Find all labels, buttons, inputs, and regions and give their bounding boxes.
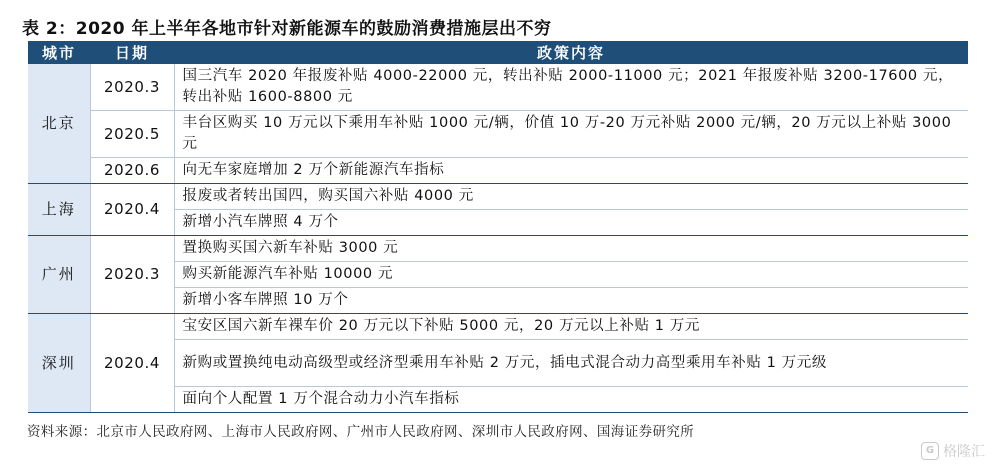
watermark [921,441,985,461]
table-row [28,236,968,262]
policy-cell: 宝安区国六新车裸车价 20 万元以下补贴 5000 元，20 万元以上补贴 1 万元 [174,314,968,340]
table-title: 表 2：2020 年上半年各地市针对新能源车的鼓励消费措施层出不穷 [22,19,552,39]
policy-cell: 置换购买国六新车补贴 3000 元 [174,236,968,262]
watermark-text: 格隆汇 [943,444,985,460]
source-note: 资料来源：北京市人民政府网、上海市人民政府网、广州市人民政府网、深圳市人民政府网、国海证券研究所 [27,424,695,440]
city-cell-shanghai: 上海 [28,184,90,236]
header-date: 日期 [90,41,174,64]
policy-cell: 报废或者转出国四，购买国六补贴 4000 元 [174,184,968,210]
header-row [28,41,968,64]
date-cell: 2020.4 [90,184,174,236]
policy-cell: 新购或置换纯电动高级型或经济型乘用车补贴 2 万元，插电式混合动力高型乘用车补贴 1 万元级 [174,340,968,387]
policy-cell: 新增小汽车牌照 4 万个 [174,210,968,236]
policy-cell: 丰台区购买 10 万元以下乘用车补贴 1000 元/辆，价值 10 万-20 万元补贴 2000 元/辆，20 万元以上补贴 3000 元 [174,111,968,158]
policy-table [28,41,968,413]
table-row [28,158,968,184]
table-row [28,184,968,210]
header-policy: 政策内容 [174,41,968,64]
policy-cell: 国三汽车 2020 年报废补贴 4000-22000 元，转出补贴 2000-11000 元；2021 年报废补贴 3200-17600 元，转出补贴 1600-8800 元 [174,64,968,111]
date-cell: 2020.3 [90,64,174,111]
policy-cell: 购买新能源汽车补贴 10000 元 [174,262,968,288]
city-cell-shenzhen: 深圳 [28,314,90,413]
policy-cell: 向无车家庭增加 2 万个新能源汽车指标 [174,158,968,184]
date-cell: 2020.4 [90,314,174,413]
date-cell: 2020.5 [90,111,174,158]
table-row [28,314,968,340]
date-cell: 2020.3 [90,236,174,314]
date-cell: 2020.6 [90,158,174,184]
city-cell-guangzhou: 广州 [28,236,90,314]
gelonghui-logo-icon: G [921,442,939,460]
table-row [28,64,968,111]
city-cell-beijing: 北京 [28,64,90,184]
table-row [28,111,968,158]
header-city: 城市 [28,41,90,64]
policy-cell: 面向个人配置 1 万个混合动力小汽车指标 [174,387,968,413]
policy-cell: 新增小客车牌照 10 万个 [174,288,968,314]
